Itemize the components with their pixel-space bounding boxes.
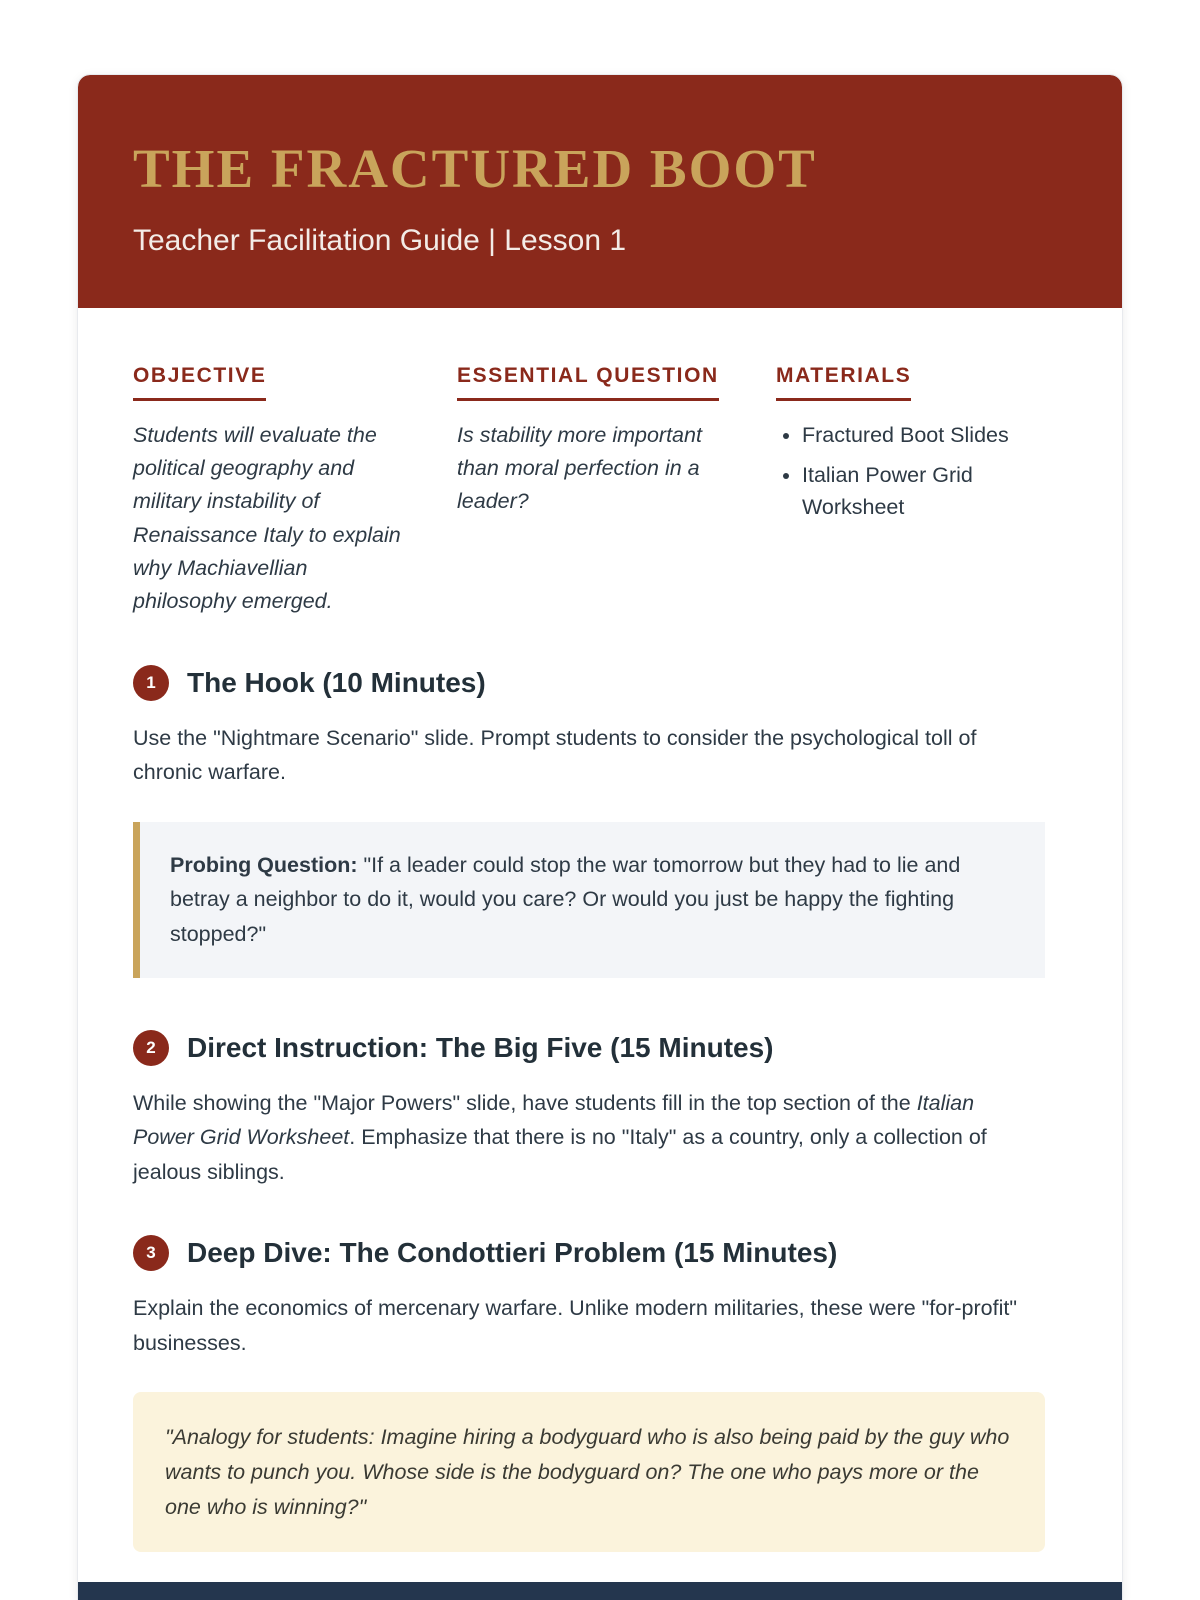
callout-label: Probing Question:	[170, 852, 358, 877]
materials-column	[776, 362, 1067, 619]
materials-list	[776, 419, 1067, 524]
section-1-body: Use the "Nightmare Scenario" slide. Prompt students to consider the psychological toll of chronic warfare.	[133, 725, 977, 785]
objective-column	[133, 362, 403, 619]
worksheet-name-italic: Italian Power Grid Worksheet	[133, 1090, 975, 1150]
section-1-header	[133, 665, 1067, 701]
body-text: While showing the "Major Powers" slide, have students fill in the top section of the	[133, 1090, 917, 1115]
section-1-title: The Hook (10 Minutes)	[187, 666, 486, 698]
list-item: • Italian Power Grid Worksheet	[802, 459, 1067, 524]
essential-question-heading: ESSENTIAL QUESTION	[457, 362, 719, 401]
essential-question-column	[457, 362, 722, 619]
lesson-guide-card	[78, 75, 1122, 1600]
section-2-header	[133, 1030, 1067, 1066]
overview-columns	[133, 362, 1067, 619]
section-2-title: Direct Instruction: The Big Five (15 Minutes)	[187, 1032, 774, 1064]
section-3-title: Deep Dive: The Condottieri Problem (15 Minutes)	[187, 1237, 838, 1269]
page-title: THE FRACTURED BOOT	[133, 138, 817, 199]
section-number-badge: 1	[133, 665, 169, 701]
probing-question-callout	[133, 822, 1045, 978]
essential-question-text: Is stability more important than moral perfection in a leader?	[457, 422, 702, 514]
section-2-body	[133, 1086, 1038, 1189]
section-3-body: Explain the economics of mercenary warfare. Unlike modern militaries, these were "for-profit" businesses.	[133, 1296, 1017, 1355]
section-number-badge: 3	[133, 1235, 169, 1271]
section-number-badge: 2	[133, 1030, 169, 1066]
materials-heading: MATERIALS	[776, 362, 911, 401]
callout-text: "If a leader could stop the war tomorrow but they had to lie and betray a neighbor to do it, would you care? Or would you just be happy the fighting stopped?"	[170, 852, 961, 947]
objective-heading: OBJECTIVE	[133, 362, 266, 401]
section-3-header	[133, 1235, 1067, 1271]
body-text: . Emphasize that there is no "Italy" as a country, only a collection of jealous siblings.	[133, 1125, 987, 1184]
analogy-callout: "Analogy for students: Imagine hiring a bodyguard who is also being paid by the guy who wants to punch you. Whose side is the bodyguard on? The one who pays more or the one who is winning?"	[133, 1392, 1045, 1552]
objective-text: Students will evaluate the political geography and military instability of Renaissance Italy to explain why Machiavellian philosophy emerged.	[133, 422, 401, 614]
page-subtitle: Teacher Facilitation Guide | Lesson 1	[133, 223, 627, 257]
guide-header	[78, 75, 1122, 308]
footer-bar	[78, 1582, 1122, 1600]
list-item: • Fractured Boot Slides	[802, 419, 1067, 451]
guide-content	[78, 308, 1122, 1593]
